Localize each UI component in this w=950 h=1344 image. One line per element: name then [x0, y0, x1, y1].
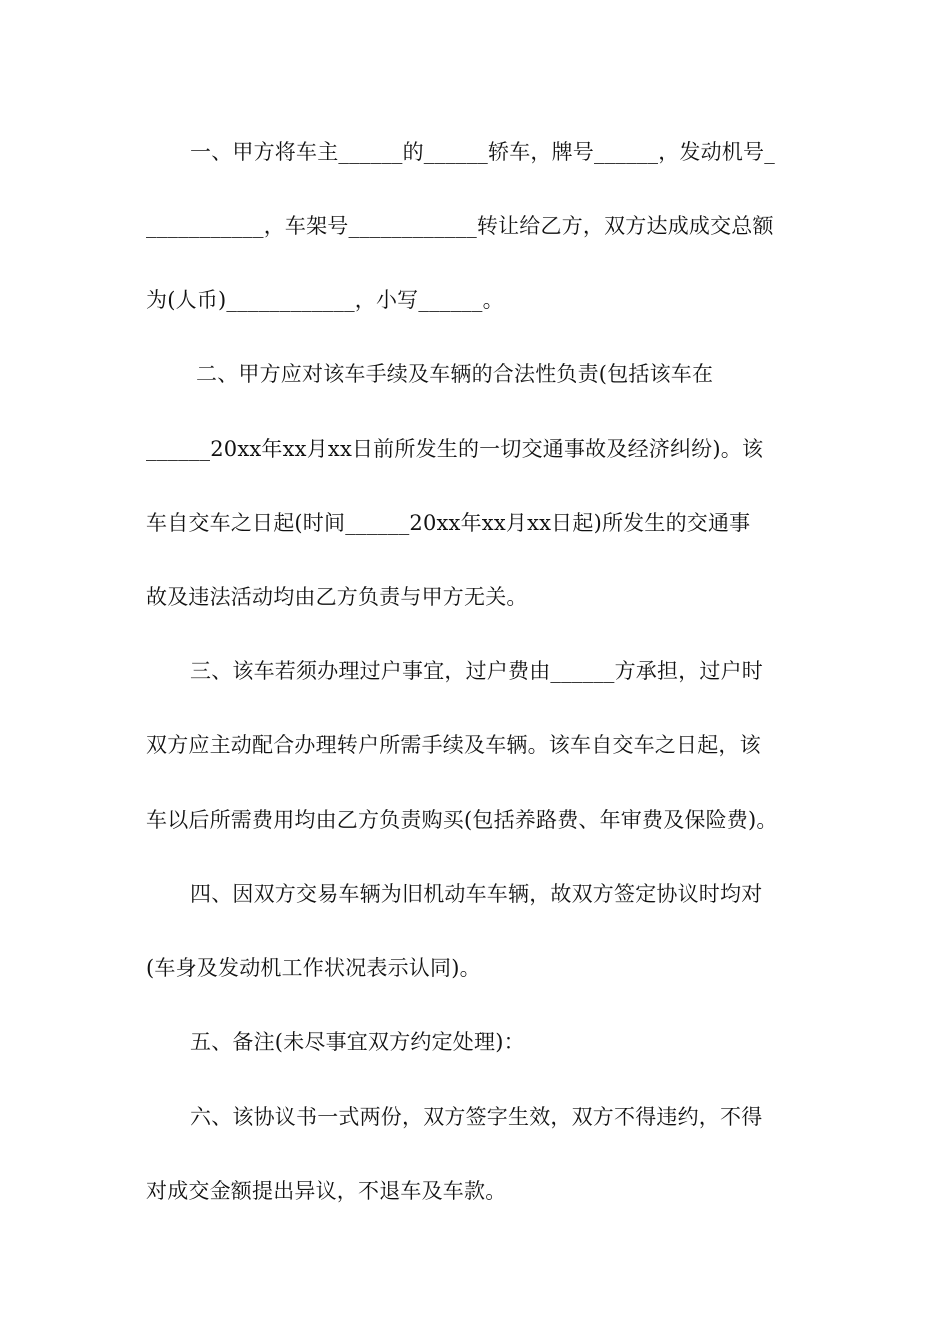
clause-2-line-4: 故及违法活动均由乙方负责与甲方无关。: [146, 585, 528, 609]
clause-2-line-3: 车自交车之日起(时间______20xx年xx月xx日起)所发生的交通事: [146, 511, 751, 535]
clause-4-line-1: 四、因双方交易车辆为旧机动车车辆，故双方签定协议时均对: [190, 882, 763, 906]
clause-5-line-1: 五、备注(未尽事宜双方约定处理)：: [190, 1030, 525, 1054]
clause-3-line-2: 双方应主动配合办理转户所需手续及车辆。该车自交车之日起，该: [146, 733, 761, 757]
clause-2-line-1: 二、甲方应对该车手续及车辆的合法性负责(包括该车在: [196, 362, 714, 386]
clause-3-line-3: 车以后所需费用均由乙方负责购买(包括养路费、年审费及保险费)。: [146, 808, 778, 832]
clause-4-line-2: (车身及发动机工作状况表示认同)。: [146, 956, 481, 980]
clause-6-line-1: 六、该协议书一式两份，双方签字生效，双方不得违约，不得: [190, 1105, 763, 1129]
clause-1-line-2: ___________，车架号____________转让给乙方，双方达成成交总额: [146, 214, 774, 238]
clause-1-line-1: 一、甲方将车主______的______轿车，牌号______，发动机号_: [190, 140, 775, 164]
clause-6-line-2: 对成交金额提出异议，不退车及车款。: [146, 1179, 507, 1203]
clause-1-line-3: 为(人币)____________，小写______。: [146, 288, 504, 312]
clause-2-line-2: ______20xx年xx月xx日前所发生的一切交通事故及经济纠纷)。该: [146, 437, 764, 461]
clause-3-line-1: 三、该车若须办理过户事宜，过户费由______方承担，过户时: [190, 659, 763, 683]
